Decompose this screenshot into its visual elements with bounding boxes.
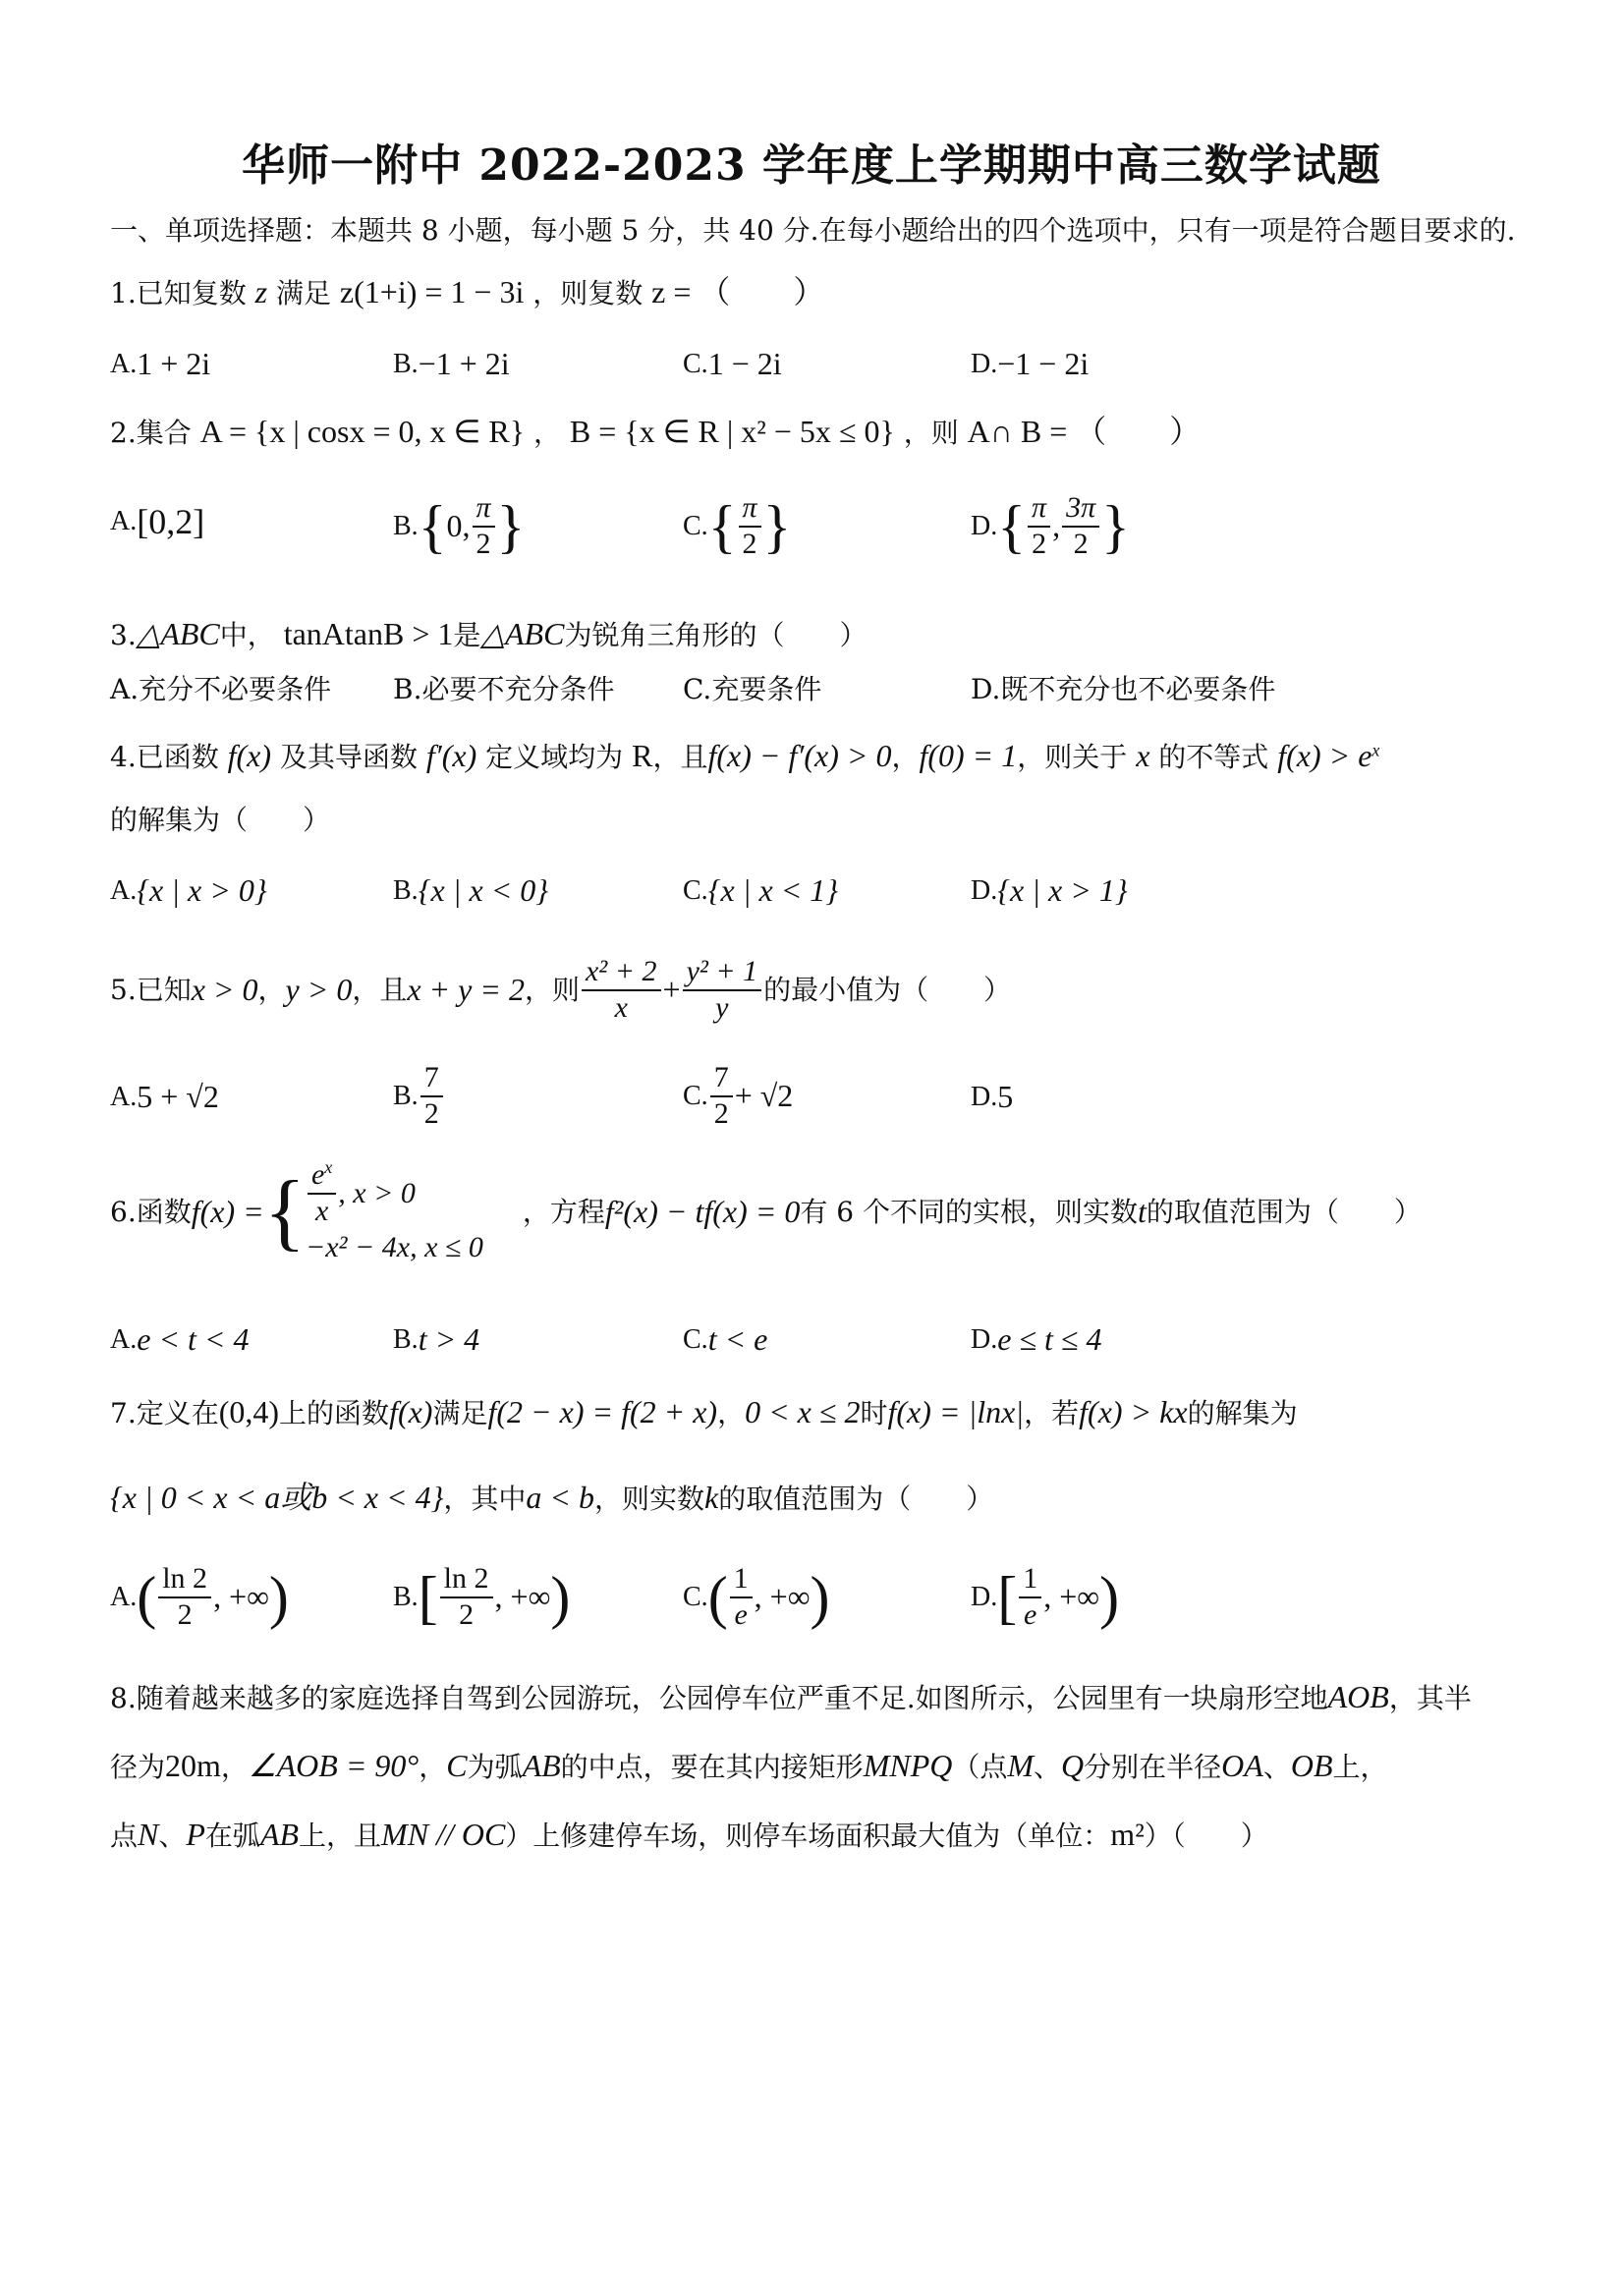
q8-text: 为弧 [467, 1751, 523, 1783]
q1-text: 满足 [275, 277, 331, 309]
numerator: π [473, 491, 495, 528]
denominator: x [314, 1194, 329, 1227]
denominator: 2 [742, 527, 757, 560]
right-paren: ) [268, 1564, 289, 1630]
fraction [730, 1562, 753, 1632]
denominator: 2 [1032, 527, 1047, 560]
q4-text: ，则关于 [1017, 741, 1128, 773]
q7-option-a [110, 1562, 289, 1632]
option-label: A. [110, 1581, 138, 1612]
option-label: B. [393, 1080, 419, 1111]
q3-triangle: △ABC [136, 616, 220, 651]
q5-text: 的最小值为（ ） [763, 973, 1012, 1006]
option-value: 1 − 2i [707, 346, 782, 381]
q7-expr: f(x) > kx [1079, 1394, 1188, 1429]
fraction [308, 1157, 336, 1228]
q8-text: 、 [1034, 1751, 1062, 1783]
denominator: y [715, 990, 729, 1024]
q4-text: ，且 [652, 741, 708, 773]
option-value: t < e [707, 1321, 768, 1357]
option-label: C. [683, 348, 708, 379]
q5-expr: x + y = 2 [407, 972, 525, 1008]
q7-text: ， [717, 1397, 746, 1429]
option-value: {x | x < 1} [707, 872, 839, 908]
option-value: , +∞ [1043, 1579, 1100, 1614]
q2-option-a [110, 501, 204, 542]
q8-text: ， [220, 1751, 249, 1783]
q7-text: ，若 [1024, 1397, 1080, 1429]
option-label: B. [393, 510, 419, 541]
question-1 [110, 273, 824, 310]
q3-option-c: C.充要条件 [683, 673, 822, 705]
case-expression: −x² − 4x, x ≤ 0 [305, 1231, 483, 1263]
option-label: B. [393, 1323, 419, 1355]
q7-text: 时 [860, 1397, 888, 1429]
numerator: e [310, 1158, 325, 1191]
left-paren: ( [137, 1564, 157, 1630]
q4-option-b [393, 872, 548, 909]
numerator: y² + 1 [683, 955, 762, 991]
q8-text: 分别在半径 [1084, 1751, 1222, 1783]
option-value: [0,2] [137, 502, 205, 541]
q5-option-c [683, 1061, 793, 1131]
right-paren: ) [1099, 1564, 1120, 1630]
q2-text: 2.集合 [110, 417, 192, 449]
question-5: 5.已知 x > 0 ， y > 0 ，且 x + y = 2 ，则 $\frac{\text{x² + 2}}{x}$ + $\frac{\text{y² + 1}}{y}$ 的最小值为（ ） [110, 955, 1012, 1024]
q7-option-b [393, 1562, 570, 1632]
q6-var: t [1138, 1194, 1147, 1230]
q4-expr: x [1136, 738, 1150, 773]
q4-text: 定义域均为 [485, 741, 624, 773]
q8-expr: M [1007, 1748, 1035, 1783]
q2-set-a: A = {x | cosx = 0, x ∈ R} [199, 414, 526, 449]
q2-set-b: B = {x ∈ R | x² − 5x ≤ 0} [569, 414, 895, 449]
option-label: C. [683, 874, 708, 906]
option-label: B. [393, 348, 419, 379]
option-label: D. [971, 348, 998, 379]
q7-text: 的取值范围为（ ） [718, 1483, 994, 1515]
q8-expr: AOB [1327, 1679, 1389, 1714]
q7-expr: (0,4) [218, 1394, 280, 1429]
q7-expr: f(2 − x) = f(2 + x) [487, 1394, 718, 1429]
fraction [440, 1562, 493, 1632]
q1-option-a [110, 346, 210, 382]
option-value: 0, [446, 508, 471, 543]
q4-continuation: 的解集为（ ） [110, 804, 331, 836]
q4-text: 4.已函数 [110, 741, 219, 773]
q8-expr: AB [259, 1817, 300, 1852]
q4-expr: f(0) = 1 [919, 738, 1018, 773]
question-8-line-2 [110, 1747, 1388, 1784]
q8-text: 点 [110, 1820, 139, 1852]
option-label: A. [110, 1323, 138, 1355]
q8-text: ，其半 [1388, 1682, 1472, 1714]
numerator: ln 2 [440, 1562, 493, 1598]
q6-expr: f(x) = [191, 1194, 264, 1230]
numerator: 7 [710, 1061, 733, 1097]
left-brace: { [263, 1163, 306, 1260]
question-8-line-3 [110, 1816, 1268, 1853]
q8-text: 在弧 [204, 1820, 260, 1852]
q6-option-b [393, 1321, 479, 1358]
right-brace: } [762, 493, 792, 559]
numerator: 1 [1019, 1562, 1041, 1598]
q5-text: ，且 [352, 973, 408, 1006]
q1-option-d [971, 346, 1089, 382]
fraction [1019, 1562, 1041, 1632]
q4-text: 及其导函数 [279, 741, 418, 773]
option-value: 5 + √2 [137, 1079, 219, 1114]
left-bracket: [ [997, 1564, 1018, 1630]
option-value: 1 + 2i [137, 346, 211, 381]
q8-text: 8.随着越来越多的家庭选择自驾到公园游玩，公园停车位严重不足.如图所示，公园里有一块扇形空地 [110, 1682, 1328, 1714]
fraction [683, 955, 762, 1025]
left-brace: { [418, 493, 447, 559]
numerator: 7 [420, 1061, 443, 1097]
q4-expr: f(x) [227, 738, 272, 773]
right-brace: } [1101, 493, 1130, 559]
option-label: A. [110, 874, 138, 906]
case-condition: , x > 0 [338, 1176, 416, 1209]
q8-text: ）上修建停车场，则停车场面积最大值为（单位： [505, 1820, 1111, 1852]
q8-expr: AB [522, 1748, 561, 1783]
option-value: t > 4 [418, 1321, 480, 1357]
option-value: , +∞ [494, 1579, 551, 1614]
q8-expr: ∠AOB = 90° [248, 1748, 420, 1783]
q7-text: ，其中 [443, 1483, 527, 1515]
q7-text: 满足 [432, 1397, 488, 1429]
q7-solution-set: {x | 0 < x < a或b < x < 4} [110, 1480, 444, 1515]
left-bracket: [ [418, 1564, 438, 1630]
left-brace: { [707, 493, 737, 559]
exponent: x [324, 1157, 333, 1177]
option-value: −1 − 2i [997, 346, 1090, 381]
q3-option-b: B.必要不充分条件 [393, 673, 615, 705]
q6-option-d [971, 1321, 1101, 1358]
q8-expr: OB [1290, 1748, 1333, 1783]
q6-option-a [110, 1321, 250, 1358]
q8-expr: C [446, 1748, 468, 1783]
q1-option-c [683, 346, 782, 382]
q5-text: ， [257, 973, 286, 1006]
denominator: x [614, 990, 628, 1024]
q8-text: 的中点，要在其内接矩形 [560, 1751, 864, 1783]
q8-expr: Q [1061, 1748, 1085, 1783]
numerator: π [1028, 491, 1050, 528]
fraction [158, 1562, 211, 1632]
q7-expr: f(x) [389, 1394, 433, 1429]
q5-expr: x > 0 [191, 972, 258, 1008]
q2-option-c [683, 491, 791, 561]
q3-text: 3. [110, 619, 137, 651]
q7-text: 的解集为 [1187, 1397, 1298, 1429]
right-paren: ) [550, 1564, 571, 1630]
piecewise [306, 1157, 483, 1266]
option-label: B. [393, 874, 419, 906]
q4-option-a [110, 872, 267, 909]
option-label: D. [971, 1581, 998, 1612]
q4-expr: R [632, 738, 653, 773]
option-label: C. [683, 1581, 708, 1612]
numerator: 1 [730, 1562, 753, 1598]
fraction [473, 491, 495, 561]
q4-expr: f(x) − f′(x) > 0 [707, 738, 892, 773]
question-7 [110, 1393, 1298, 1430]
denominator: 2 [476, 527, 491, 560]
denominator: 2 [423, 1096, 439, 1130]
q3-option-a: A.充分不必要条件 [110, 673, 332, 705]
q8-expr: MN // OC [381, 1817, 506, 1852]
left-paren: ( [707, 1564, 728, 1630]
fraction [582, 955, 661, 1025]
q8-text: ， [419, 1751, 447, 1783]
option-value: 5 [997, 1079, 1014, 1114]
q4-expr: f(x) > e [1277, 738, 1372, 773]
q7-expr: 0 < x ≤ 2 [745, 1394, 861, 1429]
q2-blank: A∩ B = （ ） [967, 414, 1202, 449]
question-4 [110, 737, 1379, 774]
option-label: A. [110, 506, 138, 536]
page-title: 华师一附中 2022-2023 学年度上学期期中高三数学试题 [242, 140, 1381, 191]
option-value: + √2 [734, 1078, 794, 1113]
q4-exponent: x [1371, 740, 1380, 760]
q3-text: 中， [219, 619, 275, 651]
option-value: , +∞ [754, 1579, 811, 1614]
q8-unit: m² [1110, 1817, 1145, 1852]
q3-text: 为锐角三角形的（ ） [564, 619, 867, 651]
q5-option-a [110, 1079, 219, 1115]
q6-equation: f²(x) − tf(x) = 0 [604, 1194, 801, 1230]
denominator: 2 [459, 1597, 475, 1631]
left-brace: { [997, 493, 1027, 559]
numerator: 3π [1062, 491, 1099, 528]
q1-text: 1.已知复数 [110, 277, 247, 309]
q4-text: ， [891, 741, 920, 773]
q7-expr: a < b [526, 1480, 594, 1515]
option-value: −1 + 2i [418, 346, 510, 381]
q4-option-d [971, 872, 1128, 909]
q7-text: ，则实数 [594, 1483, 705, 1515]
q7-continuation [110, 1479, 993, 1516]
denominator: e [1024, 1597, 1037, 1631]
q1-equation: z(1+i) = 1 − 3i [339, 274, 525, 309]
q1-var: z [254, 274, 268, 309]
question-2 [110, 413, 1201, 450]
q8-expr: MNPQ [863, 1748, 953, 1783]
q5-text: 5.已知 [110, 973, 192, 1006]
q8-text: 上， [1332, 1751, 1388, 1783]
option-label: C. [683, 510, 708, 541]
q6-option-c [683, 1321, 767, 1358]
q5-text: ，则 [524, 973, 580, 1006]
q8-expr: 20m [165, 1748, 221, 1783]
q8-text: ）（ ） [1144, 1820, 1268, 1852]
fraction [420, 1061, 443, 1131]
q7-var: k [704, 1480, 719, 1515]
fraction [1062, 491, 1099, 561]
denominator: 2 [713, 1096, 729, 1130]
option-value: e ≤ t ≤ 4 [997, 1321, 1102, 1357]
right-paren: ) [810, 1564, 830, 1630]
question-8-line-1 [110, 1678, 1472, 1715]
q1-option-b [393, 346, 510, 382]
q8-expr: P [186, 1817, 205, 1852]
q8-text: 、 [1262, 1751, 1291, 1783]
option-value: {x | x < 0} [418, 872, 549, 908]
q3-condition: tanAtanB > 1 [283, 616, 454, 651]
fraction [710, 1061, 733, 1131]
option-label: A. [110, 348, 138, 379]
numerator: x² + 2 [582, 955, 661, 991]
section-heading: 一、单项选择题：本题共 8 小题，每小题 5 分，共 40 分.在每小题给出的四个选项中，只有一项是符合题目要求的. [110, 214, 1516, 247]
option-label: C. [683, 1323, 708, 1355]
q5-expr: y > 0 [285, 972, 353, 1008]
q2-option-b [393, 491, 525, 561]
fraction [739, 491, 761, 561]
q7-expr: f(x) = |lnx| [887, 1394, 1025, 1429]
denominator: 2 [177, 1597, 193, 1631]
q7-option-c [683, 1562, 830, 1632]
q5-option-d [971, 1079, 1013, 1115]
q6-text: ，方程 [522, 1195, 605, 1228]
option-label: B. [393, 1581, 419, 1612]
q6-text: 有 6 个不同的实根，则实数 [800, 1195, 1138, 1228]
q2-text: ，则 [903, 417, 959, 449]
option-value: , +∞ [213, 1579, 269, 1614]
q2-option-d: D. { $\frac{\pi}{2}$ , $\frac{3\pi}{2}$ } [971, 491, 1130, 560]
denominator: 2 [1073, 527, 1089, 560]
right-brace: } [496, 493, 526, 559]
option-label: D. [971, 1081, 998, 1112]
numerator: ln 2 [158, 1562, 211, 1598]
numerator: π [739, 491, 761, 528]
q8-expr: OA [1221, 1748, 1263, 1783]
q3-option-d: D.既不充分也不必要条件 [971, 673, 1276, 705]
fraction [1028, 491, 1050, 561]
q8-text: 上，且 [299, 1820, 382, 1852]
q6-text: 6.函数 [110, 1195, 192, 1228]
q7-option-d [971, 1562, 1119, 1632]
q7-text: 上的函数 [279, 1397, 390, 1429]
question-6 [110, 1157, 1422, 1266]
q5-option-b [393, 1061, 445, 1131]
option-value: e < t < 4 [137, 1321, 250, 1357]
q3-triangle: △ABC [480, 616, 565, 651]
option-label: A. [110, 1081, 138, 1112]
question-3 [110, 615, 867, 652]
q4-expr: f′(x) [425, 738, 477, 773]
option-value: {x | x > 0} [137, 872, 267, 908]
option-label: D. [971, 1323, 998, 1355]
q6-text: 的取值范围为（ ） [1146, 1195, 1422, 1228]
option-label: D. [971, 874, 998, 906]
q8-expr: N [138, 1817, 159, 1852]
q8-text: 、 [158, 1820, 187, 1852]
q4-option-c [683, 872, 838, 909]
q2-text: ， [532, 417, 561, 449]
q1-text: ，则复数 [532, 277, 644, 309]
denominator: e [734, 1597, 748, 1631]
option-label: D. [971, 510, 998, 541]
q8-text: 径为 [110, 1751, 166, 1783]
q8-text: （点 [952, 1751, 1008, 1783]
q4-text: 的不等式 [1158, 741, 1269, 773]
option-label: C. [683, 1080, 708, 1111]
option-value: {x | x > 1} [997, 872, 1128, 908]
q1-blank: z = （ ） [651, 274, 825, 309]
q7-text: 7.定义在 [110, 1397, 219, 1429]
q3-text: 是 [453, 619, 481, 651]
